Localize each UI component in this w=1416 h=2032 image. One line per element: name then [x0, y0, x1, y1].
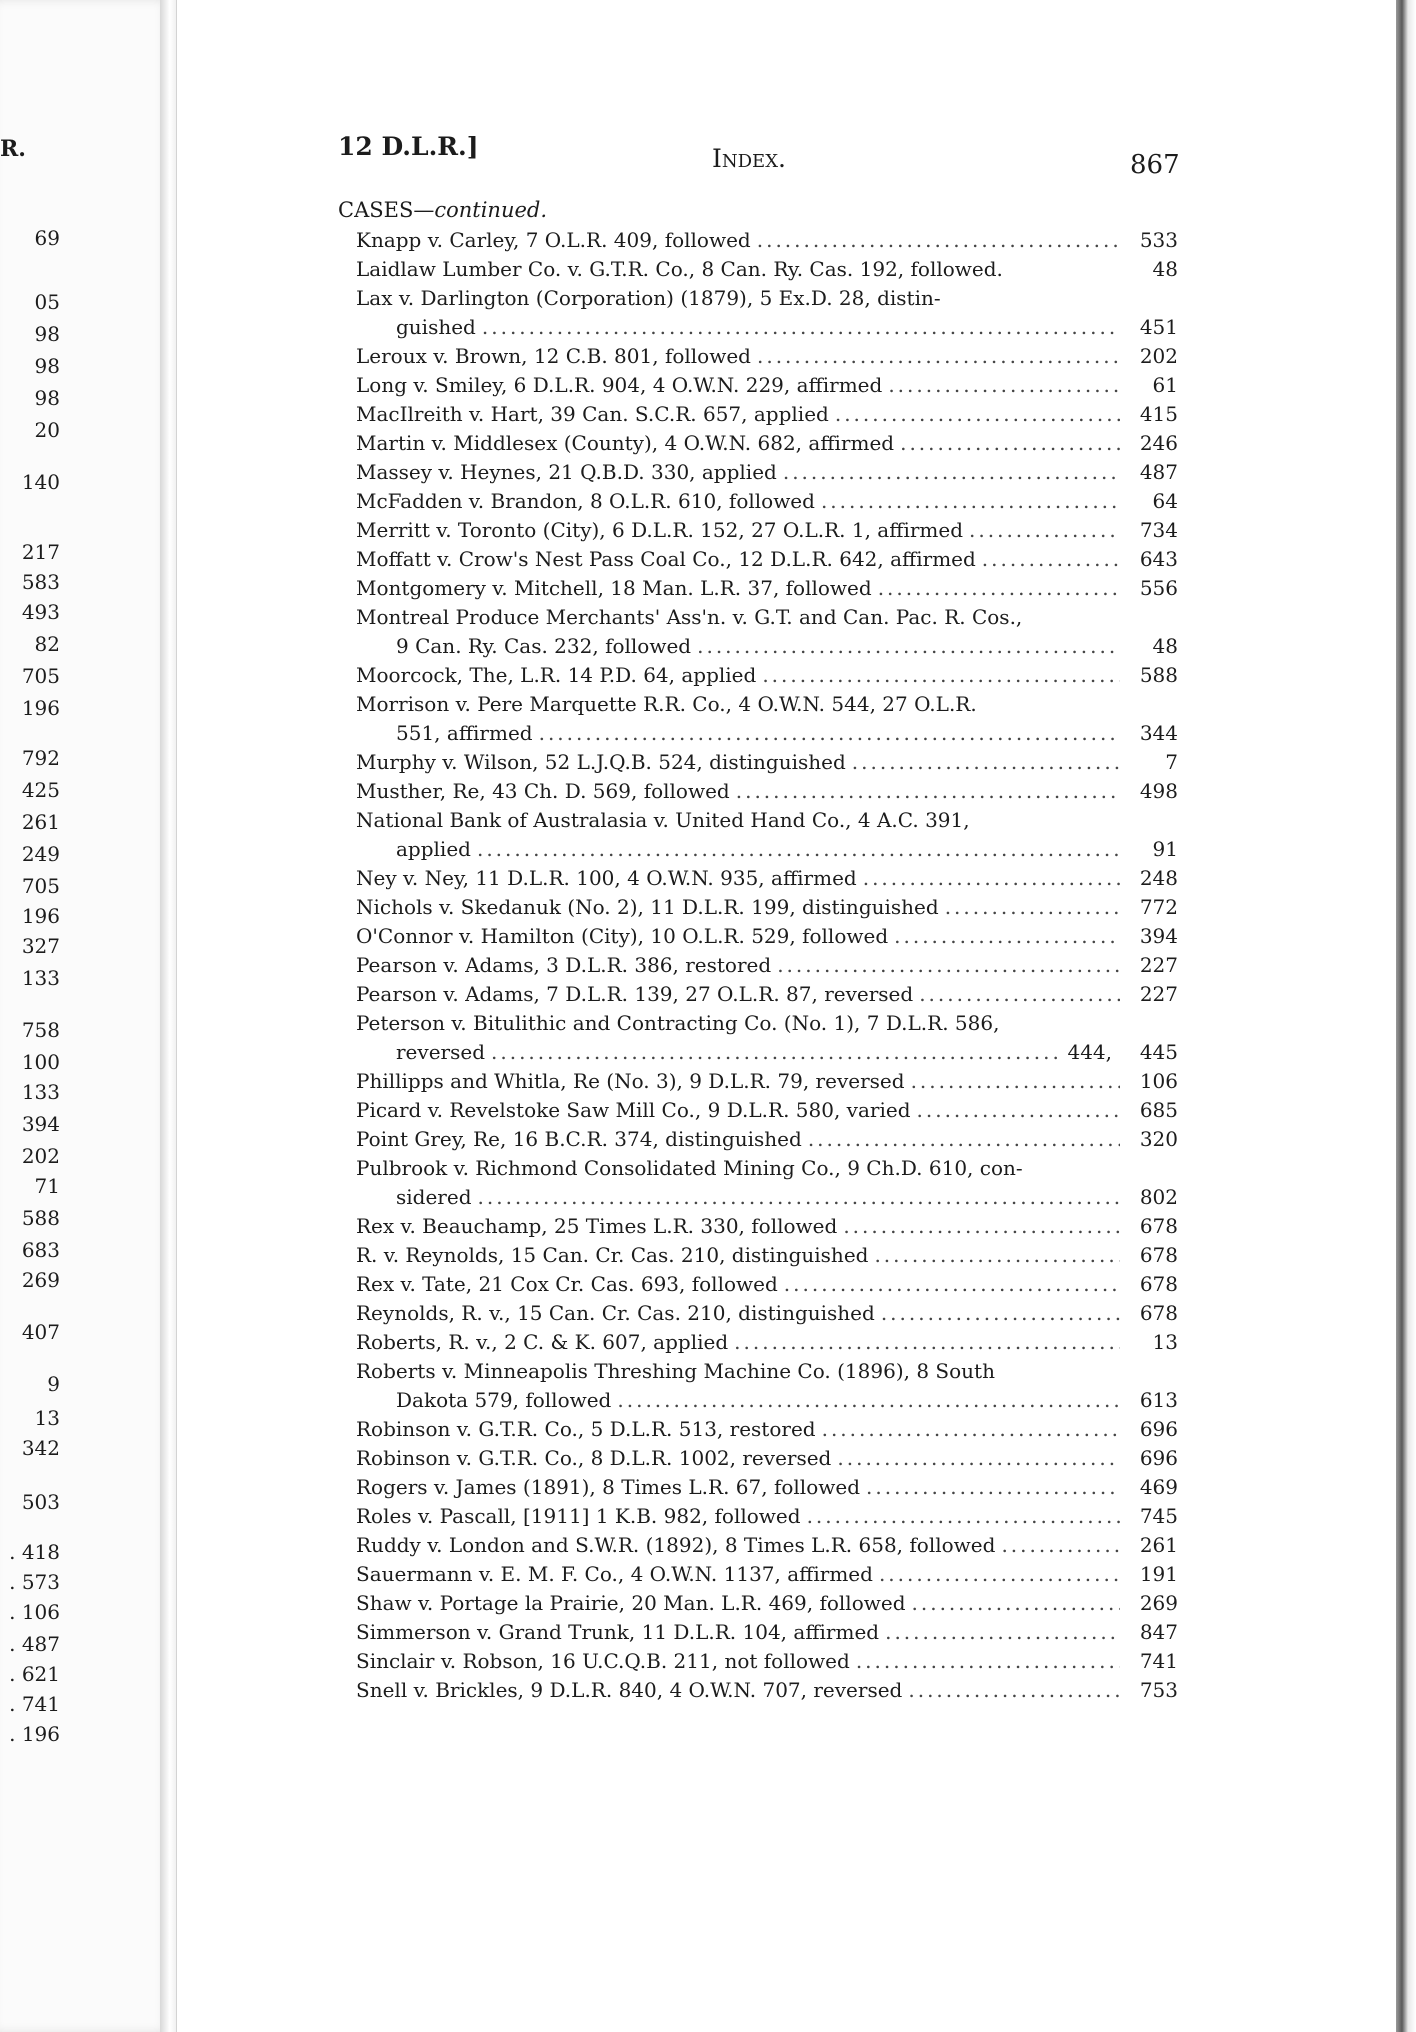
- dot-leader: [697, 632, 1120, 661]
- entry-text: Point Grey, Re, 16 B.C.R. 374, distinguished: [356, 1127, 802, 1151]
- entry-page-number: 227: [1139, 953, 1178, 977]
- entry-text: Montreal Produce Merchants' Ass'n. v. G.T. and Can. Pac. R. Cos.,: [356, 605, 1023, 629]
- dot-leader: [885, 1618, 1120, 1647]
- left-page-number: 493: [21, 600, 60, 624]
- index-entry: [356, 1647, 1178, 1676]
- index-entry: [356, 1531, 1178, 1560]
- entry-page-number: 61: [1152, 373, 1178, 397]
- dot-leader: [835, 400, 1120, 429]
- dot-leader: [1001, 1531, 1120, 1560]
- left-page-number: 196: [21, 904, 60, 928]
- index-entry: [356, 342, 1178, 371]
- dot-leader: [783, 458, 1120, 487]
- dot-leader: [888, 371, 1120, 400]
- entry-text: Moffatt v. Crow's Nest Pass Coal Co., 12 D.L.R. 642, affirmed: [356, 547, 976, 571]
- entry-page-number: 734: [1139, 518, 1178, 542]
- entry-text: MacIlreith v. Hart, 39 Can. S.C.R. 657, applied: [356, 402, 829, 426]
- section-heading: [338, 198, 547, 222]
- left-page-number: 98: [34, 322, 60, 346]
- dot-leader: [784, 1270, 1120, 1299]
- left-page-header: R.: [0, 136, 26, 162]
- index-entry: [356, 603, 1178, 661]
- entry-page-number: 48: [1152, 634, 1178, 658]
- entry-page-number: 191: [1139, 1562, 1178, 1586]
- left-page-number: 683: [21, 1238, 60, 1262]
- left-page-number: . 573: [9, 1570, 60, 1594]
- left-page-number: . 487: [9, 1632, 60, 1656]
- dot-leader: [539, 719, 1120, 748]
- dot-leader: [912, 1589, 1121, 1618]
- left-page-number: 758: [21, 1018, 60, 1042]
- dot-leader: [777, 951, 1120, 980]
- left-page-number: 261: [21, 810, 60, 834]
- dot-leader: [762, 661, 1120, 690]
- index-entry: [356, 1560, 1178, 1589]
- entry-text: Robinson v. G.T.R. Co., 8 D.L.R. 1002, reversed: [356, 1446, 832, 1470]
- entry-text: Pearson v. Adams, 3 D.L.R. 386, restored: [356, 953, 772, 977]
- index-entry: [356, 661, 1178, 690]
- left-page-number: 249: [21, 842, 60, 866]
- entry-text: Roles v. Pascall, [1911] 1 K.B. 982, followed: [356, 1504, 801, 1528]
- entry-text-continued: sidered: [396, 1185, 472, 1209]
- entry-text: Massey v. Heynes, 21 Q.B.D. 330, applied: [356, 460, 777, 484]
- entry-text: Robinson v. G.T.R. Co., 5 D.L.R. 513, restored: [356, 1417, 816, 1441]
- entry-text: O'Connor v. Hamilton (City), 10 O.L.R. 529, followed: [356, 924, 889, 948]
- entry-text: Rex v. Tate, 21 Cox Cr. Cas. 693, followed: [356, 1272, 778, 1296]
- entry-page-number: 451: [1139, 315, 1178, 339]
- entry-page-number: 64: [1152, 489, 1178, 513]
- entry-page-number: 261: [1139, 1533, 1178, 1557]
- entry-page-number: 91: [1152, 837, 1178, 861]
- index-entry: [356, 1473, 1178, 1502]
- index-entry: [356, 1154, 1178, 1212]
- entry-text-continued: applied: [396, 837, 471, 861]
- dot-leader: [900, 429, 1120, 458]
- left-page-number: . 418: [9, 1540, 60, 1564]
- index-entry: [356, 574, 1178, 603]
- left-page-number: 133: [21, 1080, 60, 1104]
- index-entry: [356, 400, 1178, 429]
- book-gutter: [160, 0, 176, 2032]
- dot-leader: [894, 922, 1120, 951]
- entry-page-number: 248: [1139, 866, 1178, 890]
- left-page-number: 100: [21, 1050, 60, 1074]
- entry-page-number: 678: [1139, 1272, 1178, 1296]
- left-page-number: 407: [21, 1320, 60, 1344]
- index-entry: [356, 980, 1178, 1009]
- entry-page-number: 678: [1139, 1243, 1178, 1267]
- index-entry: [356, 951, 1178, 980]
- left-page-number: 196: [21, 696, 60, 720]
- entry-text: Roberts, R. v., 2 C. & K. 607, applied: [356, 1330, 729, 1354]
- entry-page-number: 533: [1139, 228, 1178, 252]
- index-entry: [356, 1502, 1178, 1531]
- index-entry: [356, 458, 1178, 487]
- entry-text: Pearson v. Adams, 7 D.L.R. 139, 27 O.L.R. 87, reversed: [356, 982, 914, 1006]
- left-page-number: 9: [47, 1372, 60, 1396]
- entry-text: Ney v. Ney, 11 D.L.R. 100, 4 O.W.N. 935, affirmed: [356, 866, 857, 890]
- dot-leader: [911, 1067, 1120, 1096]
- dot-leader: [807, 1502, 1120, 1531]
- entry-page-number: 678: [1139, 1301, 1178, 1325]
- entry-page-number: 556: [1139, 576, 1178, 600]
- left-page-number: 425: [21, 778, 60, 802]
- entry-page-number: 745: [1139, 1504, 1178, 1528]
- entry-page-number: 678: [1139, 1214, 1178, 1238]
- entry-text: Nichols v. Skedanuk (No. 2), 11 D.L.R. 199, distinguished: [356, 895, 939, 919]
- entry-page-number: 847: [1139, 1620, 1178, 1644]
- left-page-number: . 106: [9, 1600, 60, 1624]
- left-page-number: 69: [34, 226, 60, 250]
- entry-page-number: 613: [1139, 1388, 1178, 1412]
- entry-page-number: 498: [1139, 779, 1178, 803]
- page-edge-shadow: [1396, 0, 1416, 2032]
- entry-page-number: 588: [1139, 663, 1178, 687]
- entry-text: Morrison v. Pere Marquette R.R. Co., 4 O.W.N. 544, 27 O.L.R.: [356, 692, 977, 716]
- entry-page-number: 469: [1139, 1475, 1178, 1499]
- entry-page-number: 13: [1152, 1330, 1178, 1354]
- entry-page-number: 48: [1152, 257, 1178, 281]
- dot-leader: [843, 1212, 1120, 1241]
- entry-page-number: 696: [1139, 1446, 1178, 1470]
- dot-leader: [482, 313, 1120, 342]
- entry-text: Sinclair v. Robson, 16 U.C.Q.B. 211, not followed: [356, 1649, 850, 1673]
- entry-page-number: 753: [1139, 1678, 1178, 1702]
- dot-leader: [837, 1444, 1120, 1473]
- page-number: 867: [1130, 150, 1180, 180]
- dot-leader: [757, 342, 1120, 371]
- index-entry: [356, 1096, 1178, 1125]
- left-page-number: 705: [21, 874, 60, 898]
- entry-text: Simmerson v. Grand Trunk, 11 D.L.R. 104, affirmed: [356, 1620, 880, 1644]
- entry-text: Murphy v. Wilson, 52 L.J.Q.B. 524, distinguished: [356, 750, 846, 774]
- entry-page-number: 802: [1139, 1185, 1178, 1209]
- section-heading-text: CASES—: [338, 198, 435, 222]
- entry-page-number: 269: [1139, 1591, 1178, 1615]
- dot-leader: [874, 1241, 1120, 1270]
- entry-text: National Bank of Australasia v. United Hand Co., 4 A.C. 391,: [356, 808, 970, 832]
- left-page-edge: [0, 0, 171, 2032]
- left-page-number: 20: [34, 418, 60, 442]
- entry-text: Moorcock, The, L.R. 14 P.D. 64, applied: [356, 663, 757, 687]
- dot-leader: [856, 1647, 1120, 1676]
- index-entry: [356, 226, 1178, 255]
- entry-text: Shaw v. Portage la Prairie, 20 Man. L.R. 469, followed: [356, 1591, 906, 1615]
- index-entry: [356, 1212, 1178, 1241]
- index-entry: [356, 1357, 1178, 1415]
- entry-text-continued: 551, affirmed: [396, 721, 533, 745]
- entry-text-continued: guished: [396, 315, 476, 339]
- dot-leader: [477, 835, 1120, 864]
- entry-text: Peterson v. Bitulithic and Contracting Co. (No. 1), 7 D.L.R. 586,: [356, 1011, 1000, 1035]
- dot-leader: [808, 1125, 1120, 1154]
- index-entry: [356, 1676, 1178, 1705]
- dot-leader: [757, 226, 1120, 255]
- dot-leader: [919, 980, 1120, 1009]
- index-entry: [356, 1009, 1178, 1067]
- index-entry: [356, 864, 1178, 893]
- entry-text: Roberts v. Minneapolis Threshing Machine Co. (1896), 8 South: [356, 1359, 995, 1383]
- volume-reference: 12 D.L.R.]: [338, 132, 479, 161]
- dot-leader: [822, 1415, 1120, 1444]
- index-entry: [356, 777, 1178, 806]
- dot-leader: [491, 1038, 1061, 1067]
- page-title: Index.: [712, 144, 786, 173]
- entry-page-number: 202: [1139, 344, 1178, 368]
- entry-page-number: 696: [1139, 1417, 1178, 1441]
- entry-text: Pulbrook v. Richmond Consolidated Mining Co., 9 Ch.D. 610, con-: [356, 1156, 1023, 1180]
- entry-page-number: 106: [1139, 1069, 1178, 1093]
- dot-leader: [878, 574, 1120, 603]
- index-entry: [356, 1444, 1178, 1473]
- left-page-number: 503: [21, 1490, 60, 1514]
- left-page-number: . 196: [9, 1722, 60, 1746]
- left-page-number: 217: [21, 540, 60, 564]
- index-entry: [356, 806, 1178, 864]
- index-entry: [356, 1270, 1178, 1299]
- dot-leader: [879, 1560, 1120, 1589]
- index-entry: [356, 487, 1178, 516]
- entry-text: Ruddy v. London and S.W.R. (1892), 8 Times L.R. 658, followed: [356, 1533, 996, 1557]
- entry-text: Snell v. Brickles, 9 D.L.R. 840, 4 O.W.N. 707, reversed: [356, 1678, 903, 1702]
- entry-page-number: 685: [1139, 1098, 1178, 1122]
- dot-leader: [478, 1183, 1121, 1212]
- dot-leader: [734, 1328, 1120, 1357]
- entry-text: Picard v. Revelstoke Saw Mill Co., 9 D.L.R. 580, varied: [356, 1098, 911, 1122]
- section-heading-continued: continued.: [434, 198, 548, 222]
- left-page-number: 202: [21, 1144, 60, 1168]
- dot-leader: [617, 1386, 1120, 1415]
- entry-page-number: 487: [1139, 460, 1178, 484]
- left-page-number: 327: [21, 934, 60, 958]
- left-page-number: 133: [21, 966, 60, 990]
- entry-page-number: 772: [1139, 895, 1178, 919]
- index-entry: [356, 1067, 1178, 1096]
- entry-text: Musther, Re, 43 Ch. D. 569, followed: [356, 779, 730, 803]
- entry-page-number: 643: [1139, 547, 1178, 571]
- dot-leader: [863, 864, 1120, 893]
- entry-page-number: 344: [1139, 721, 1178, 745]
- dot-leader: [736, 777, 1120, 806]
- entry-text: Phillipps and Whitla, Re (No. 3), 9 D.L.R. 79, reversed: [356, 1069, 905, 1093]
- index-entry: [356, 1589, 1178, 1618]
- dot-leader: [982, 545, 1120, 574]
- index-entry: [356, 1299, 1178, 1328]
- index-entry: [356, 255, 1178, 284]
- entry-text: Leroux v. Brown, 12 C.B. 801, followed: [356, 344, 751, 368]
- left-page-number: 792: [21, 746, 60, 770]
- entry-text-continued: reversed: [396, 1040, 485, 1064]
- entry-text: Knapp v. Carley, 7 O.L.R. 409, followed: [356, 228, 751, 252]
- index-entry: [356, 545, 1178, 574]
- left-page-number: 705: [21, 664, 60, 688]
- left-page-number: 13: [34, 1406, 60, 1430]
- index-entry: [356, 1415, 1178, 1444]
- dot-leader: [908, 1676, 1120, 1705]
- entry-text: Reynolds, R. v., 15 Can. Cr. Cas. 210, distinguished: [356, 1301, 875, 1325]
- left-page-number: 269: [21, 1268, 60, 1292]
- entry-text: Martin v. Middlesex (County), 4 O.W.N. 682, affirmed: [356, 431, 895, 455]
- left-page-number: 98: [34, 354, 60, 378]
- entry-text: Rogers v. James (1891), 8 Times L.R. 67, followed: [356, 1475, 860, 1499]
- left-page-number: 394: [21, 1112, 60, 1136]
- left-page-number: 342: [21, 1436, 60, 1460]
- left-page-number: . 621: [9, 1662, 60, 1686]
- entry-text: Long v. Smiley, 6 D.L.R. 904, 4 O.W.N. 229, affirmed: [356, 373, 883, 397]
- left-page-number: 98: [34, 386, 60, 410]
- entry-page-number: 741: [1139, 1649, 1178, 1673]
- dot-leader: [945, 893, 1120, 922]
- case-index-list: [356, 226, 1178, 1705]
- left-page-number: 588: [21, 1206, 60, 1230]
- index-entry: [356, 1125, 1178, 1154]
- index-entry: [356, 922, 1178, 951]
- index-entry: [356, 690, 1178, 748]
- index-entry: [356, 748, 1178, 777]
- left-page-number: 140: [21, 470, 60, 494]
- dot-leader: [821, 487, 1120, 516]
- dot-leader: [852, 748, 1120, 777]
- index-entry: [356, 1241, 1178, 1270]
- dot-leader: [881, 1299, 1120, 1328]
- entry-text-continued: Dakota 579, followed: [396, 1388, 612, 1412]
- entry-page-number: 444,: [1067, 1040, 1112, 1064]
- left-page-number: . 741: [9, 1692, 60, 1716]
- entry-page-number: 394: [1139, 924, 1178, 948]
- left-page-number: 583: [21, 570, 60, 594]
- entry-page-number: 7: [1165, 750, 1178, 774]
- entry-text: Laidlaw Lumber Co. v. G.T.R. Co., 8 Can. Ry. Cas. 192, followed.: [356, 257, 1003, 281]
- entry-text: R. v. Reynolds, 15 Can. Cr. Cas. 210, distinguished: [356, 1243, 869, 1267]
- dot-leader: [969, 516, 1120, 545]
- entry-text-continued: 9 Can. Ry. Cas. 232, followed: [396, 634, 692, 658]
- entry-text: McFadden v. Brandon, 8 O.L.R. 610, followed: [356, 489, 815, 513]
- entry-page-number: 227: [1139, 982, 1178, 1006]
- index-entry: [356, 1618, 1178, 1647]
- left-page-number: 71: [34, 1174, 60, 1198]
- entry-text: Montgomery v. Mitchell, 18 Man. L.R. 37, followed: [356, 576, 872, 600]
- index-entry: [356, 429, 1178, 458]
- left-page-number: 05: [34, 290, 60, 314]
- dot-leader: [866, 1473, 1120, 1502]
- index-entry: [356, 284, 1178, 342]
- index-entry: [356, 371, 1178, 400]
- index-entry: [356, 893, 1178, 922]
- dot-leader: [917, 1096, 1121, 1125]
- entry-text: Merritt v. Toronto (City), 6 D.L.R. 152, 27 O.L.R. 1, affirmed: [356, 518, 964, 542]
- entry-page-number: 320: [1139, 1127, 1178, 1151]
- entry-text: Sauermann v. E. M. F. Co., 4 O.W.N. 1137, affirmed: [356, 1562, 873, 1586]
- entry-page-number: 445: [1139, 1040, 1178, 1064]
- entry-page-number: 246: [1139, 431, 1178, 455]
- entry-page-number: 415: [1139, 402, 1178, 426]
- entry-text: Rex v. Beauchamp, 25 Times L.R. 330, followed: [356, 1214, 838, 1238]
- left-page-number: 82: [34, 632, 60, 656]
- index-entry: [356, 516, 1178, 545]
- index-entry: [356, 1328, 1178, 1357]
- entry-text: Lax v. Darlington (Corporation) (1879), 5 Ex.D. 28, distin-: [356, 286, 941, 310]
